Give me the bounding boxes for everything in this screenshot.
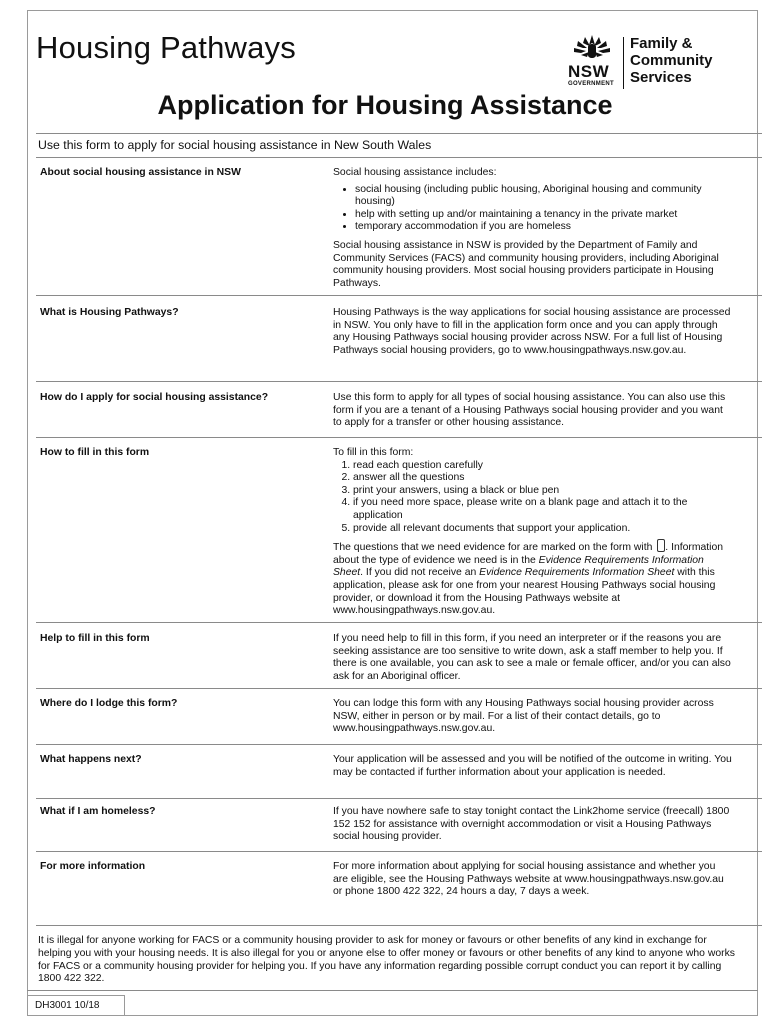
evidence-text-1: The questions that we need evidence for are marked on the form with <box>333 542 653 554</box>
divider <box>36 851 762 852</box>
waratah-flower-icon <box>569 33 615 63</box>
section-heading-help: Help to fill in this form <box>40 633 150 644</box>
list-item: 5. provide all relevant documents that support your application. <box>353 523 733 536</box>
section-heading-lodge: Where do I lodge this form? <box>40 698 178 709</box>
evidence-sheet-title: Evidence Requirements Information Sheet <box>333 554 704 579</box>
facs-wordmark <box>630 35 713 86</box>
evidence-text-3: . If you did not receive an <box>360 567 477 579</box>
divider <box>36 437 762 438</box>
section-heading-next: What happens next? <box>40 754 142 765</box>
section-body-help: If you need help to fill in this form, if you need an interpreter or if the reasons you are seeking assistance are too sensitive to write down, ask a staff member to help you. If there is one available, you can ask to see a male or female officer, and/or you can also ask for an Aboriginal officer. <box>333 633 731 682</box>
divider <box>36 133 762 134</box>
list-item: 4. if you need more space, please write on a blank page and attach it to the application <box>353 497 733 522</box>
evidence-paragraph <box>333 539 733 618</box>
section-heading-how-apply: How do I apply for social housing assistance? <box>40 392 269 403</box>
divider <box>27 990 758 991</box>
divider <box>36 622 762 623</box>
about-body: Social housing assistance in NSW is provided by the Department of Family and Community Services (FACS) and community housing providers, including Aboriginal community housing providers. Most social housing providers participate in Housing Pathways. <box>333 239 719 289</box>
section-body-how-apply: Use this form to apply for all types of social housing assistance. You can also use this form if you are a tenant of a Housing Pathways social housing provider and you want to apply for a transfer or other housing assistance. <box>333 392 726 429</box>
evidence-text-4: with this application, please ask for one from your nearest Housing Pathways social housing provider, or download it from the Housing Pathways website at www.housingpathways.nsw.gov.au. <box>333 567 716 617</box>
section-heading-how-fill: How to fill in this form <box>40 447 150 458</box>
facs-logo <box>563 35 743 93</box>
divider <box>36 925 762 926</box>
section-body-homeless: If you have nowhere safe to stay tonight contact the Link2home service (freecall) 1800 152 152 for assistance with overnight accommodation or visit a Housing Pathways social housing provider. <box>333 806 730 843</box>
about-bullet-list <box>333 184 733 234</box>
about-lead: Social housing assistance includes: <box>333 167 497 178</box>
list-item: 3. print your answers, using a black or blue pen <box>353 485 733 498</box>
section-body-how-fill <box>333 447 733 622</box>
evidence-text-2: . Information about the type of evidence we need is in the <box>333 542 724 566</box>
corruption-warning: It is illegal for anyone working for FACS or a community housing provider to ask for money or favours or other benefits of any kind in exchange for helping you with your housing needs. It is also illegal for you or anyone else to offer money or favours or other benefits of any kind to anyone who works for FACS or a community housing provider for helping you. If you have any information regarding possible corrupt conduct you can report it by calling 1800 422 322. <box>38 935 735 985</box>
list-item: 1. read each question carefully <box>353 460 733 473</box>
divider <box>36 744 762 745</box>
list-item: • temporary accommodation if you are homeless <box>355 221 733 234</box>
logo-line-3: Services <box>630 69 692 86</box>
section-heading-homeless: What if I am homeless? <box>40 806 156 817</box>
divider <box>36 295 762 296</box>
divider <box>36 381 762 382</box>
brand-title: Housing Pathways <box>36 30 296 65</box>
list-item: • help with setting up and/or maintaining a tenancy in the private market <box>355 209 733 222</box>
page-title: Application for Housing Assistance <box>157 90 613 120</box>
intro-text: Use this form to apply for social housing assistance in New South Wales <box>38 138 432 152</box>
how-fill-steps <box>333 460 733 536</box>
list-item: 2. answer all the questions <box>353 472 733 485</box>
divider <box>36 798 762 799</box>
divider <box>36 157 762 158</box>
form-code: DH3001 10/18 <box>35 1000 100 1011</box>
logo-line-2: Community <box>630 52 713 69</box>
logo-line-1: Family & <box>630 35 693 52</box>
section-heading-about: About social housing assistance in NSW <box>40 167 241 178</box>
evidence-sheet-title: Evidence Requirements Information Sheet <box>479 567 675 579</box>
section-body-lodge: You can lodge this form with any Housing Pathways social housing provider across NSW, either in person or by mail. For a list of their contact details, go to www.housingpathways.nsw.gov.au. <box>333 698 714 735</box>
list-item: • social housing (including public housing, Aboriginal housing and community housing) <box>355 184 733 209</box>
section-heading-more-info: For more information <box>40 861 146 872</box>
how-fill-lead: To fill in this form: <box>333 447 414 458</box>
nsw-wordmark: NSW <box>568 62 610 81</box>
section-heading-what-is: What is Housing Pathways? <box>40 307 179 318</box>
section-body-more-info: For more information about applying for social housing assistance and whether you are eligible, see the Housing Pathways website at www.housingpathways.nsw.gov.au or phone 1800 422 322, 24 hours a day, 7 days a week. <box>333 861 724 898</box>
section-body-next: Your application will be assessed and you will be notified of the outcome in writing. You may be contacted if further information about your application is needed. <box>333 754 732 778</box>
divider <box>36 688 762 689</box>
government-label: GOVERNMENT <box>568 81 615 87</box>
section-body-about <box>333 167 733 294</box>
logo-divider <box>623 37 624 89</box>
section-body-what-is: Housing Pathways is the way applications for social housing assistance are processed in NSW. You only have to fill in the application form once and you can apply through any Housing Pathways social housing provider across NSW. For a full list of Housing Pathways social housing providers, go to www.housingpathways.nsw.gov.au. <box>333 307 731 356</box>
